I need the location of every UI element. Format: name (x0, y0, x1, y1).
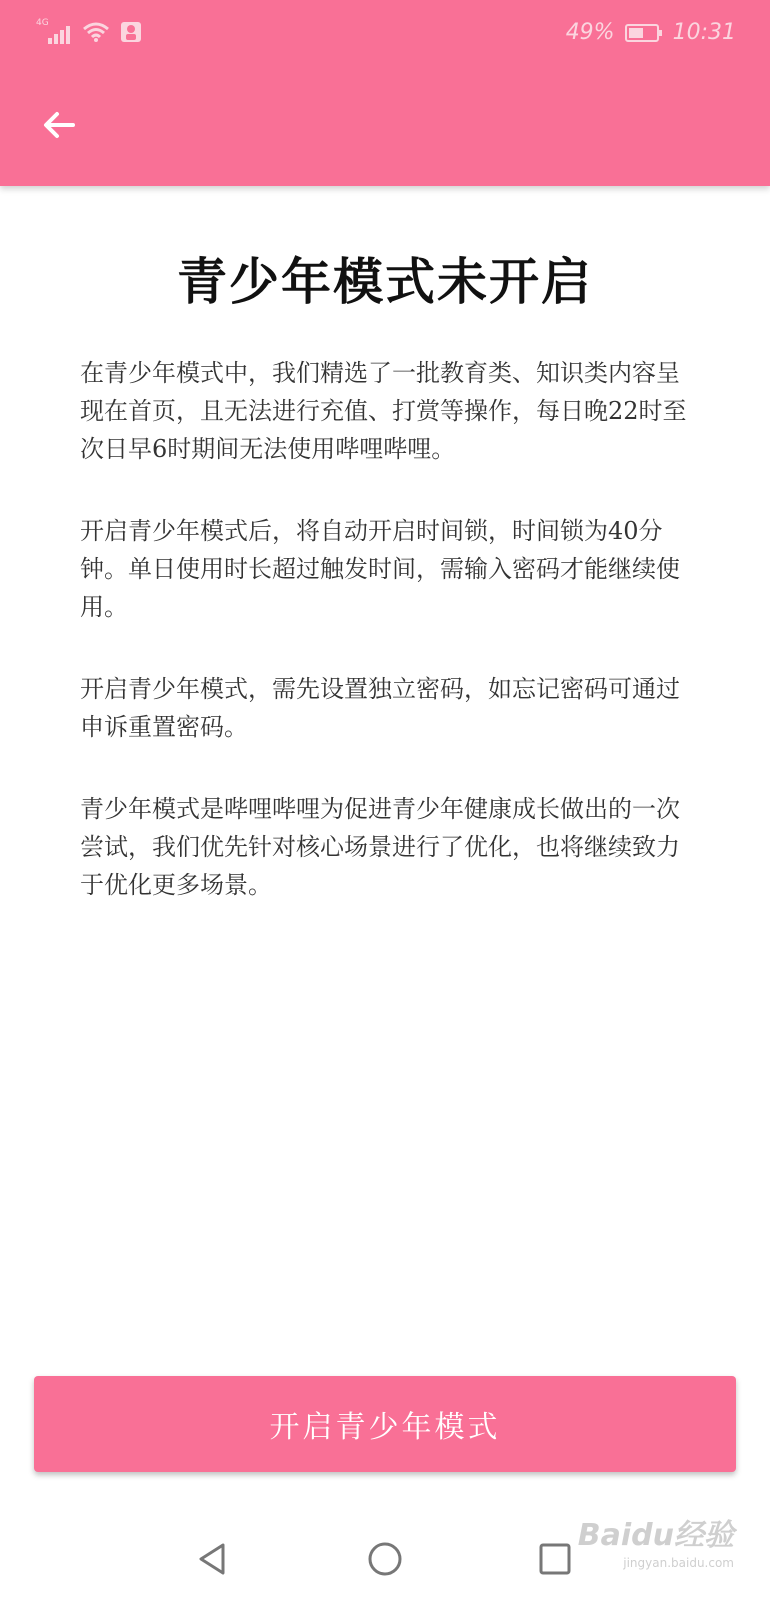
description-paragraph-4: 青少年模式是哔哩哔哩为促进青少年健康成长做出的一次尝试，我们优先针对核心场景进行了优化，也将继续致力于优化更多场景。 (80, 795, 680, 899)
nav-recent-button[interactable] (530, 1534, 580, 1584)
battery-icon (625, 22, 663, 44)
battery-percent: 49% (565, 20, 615, 45)
notification-icon (120, 21, 142, 43)
wifi-icon (82, 21, 110, 43)
enable-teen-mode-button[interactable]: 开启青少年模式 (34, 1376, 736, 1472)
signal-icon (36, 20, 72, 44)
status-bar (0, 0, 770, 70)
status-left (36, 20, 142, 44)
back-button[interactable] (34, 100, 84, 150)
description-paragraph-3: 开启青少年模式，需先设置独立密码，如忘记密码可通过申诉重置密码。 (80, 675, 680, 741)
description-paragraph-2: 开启青少年模式后，将自动开启时间锁，时间锁为40分钟。单日使用时长超过触发时间，需输入密码才能继续使用。 (80, 517, 680, 621)
circle-home-icon (367, 1541, 403, 1577)
clock: 10:31 (672, 20, 736, 45)
watermark-url: jingyan.baidu.com (623, 1556, 734, 1570)
triangle-back-icon (195, 1541, 231, 1577)
square-recent-icon (537, 1541, 573, 1577)
status-right (566, 20, 736, 45)
network-type: 4G (36, 18, 49, 28)
nav-home-button[interactable] (360, 1534, 410, 1584)
arrow-left-icon (39, 105, 79, 145)
description-paragraph-1: 在青少年模式中，我们精选了一批教育类、知识类内容呈现在首页，且无法进行充值、打赏等操作，每日晚22时至次日早6时期间无法使用哔哩哔哩。 (80, 359, 687, 463)
nav-back-button[interactable] (188, 1534, 238, 1584)
app-header (0, 0, 770, 186)
watermark-logo: Baidu经验 (577, 1518, 734, 1553)
watermark (578, 1510, 734, 1570)
page-title: 青少年模式未开启 (177, 252, 593, 311)
